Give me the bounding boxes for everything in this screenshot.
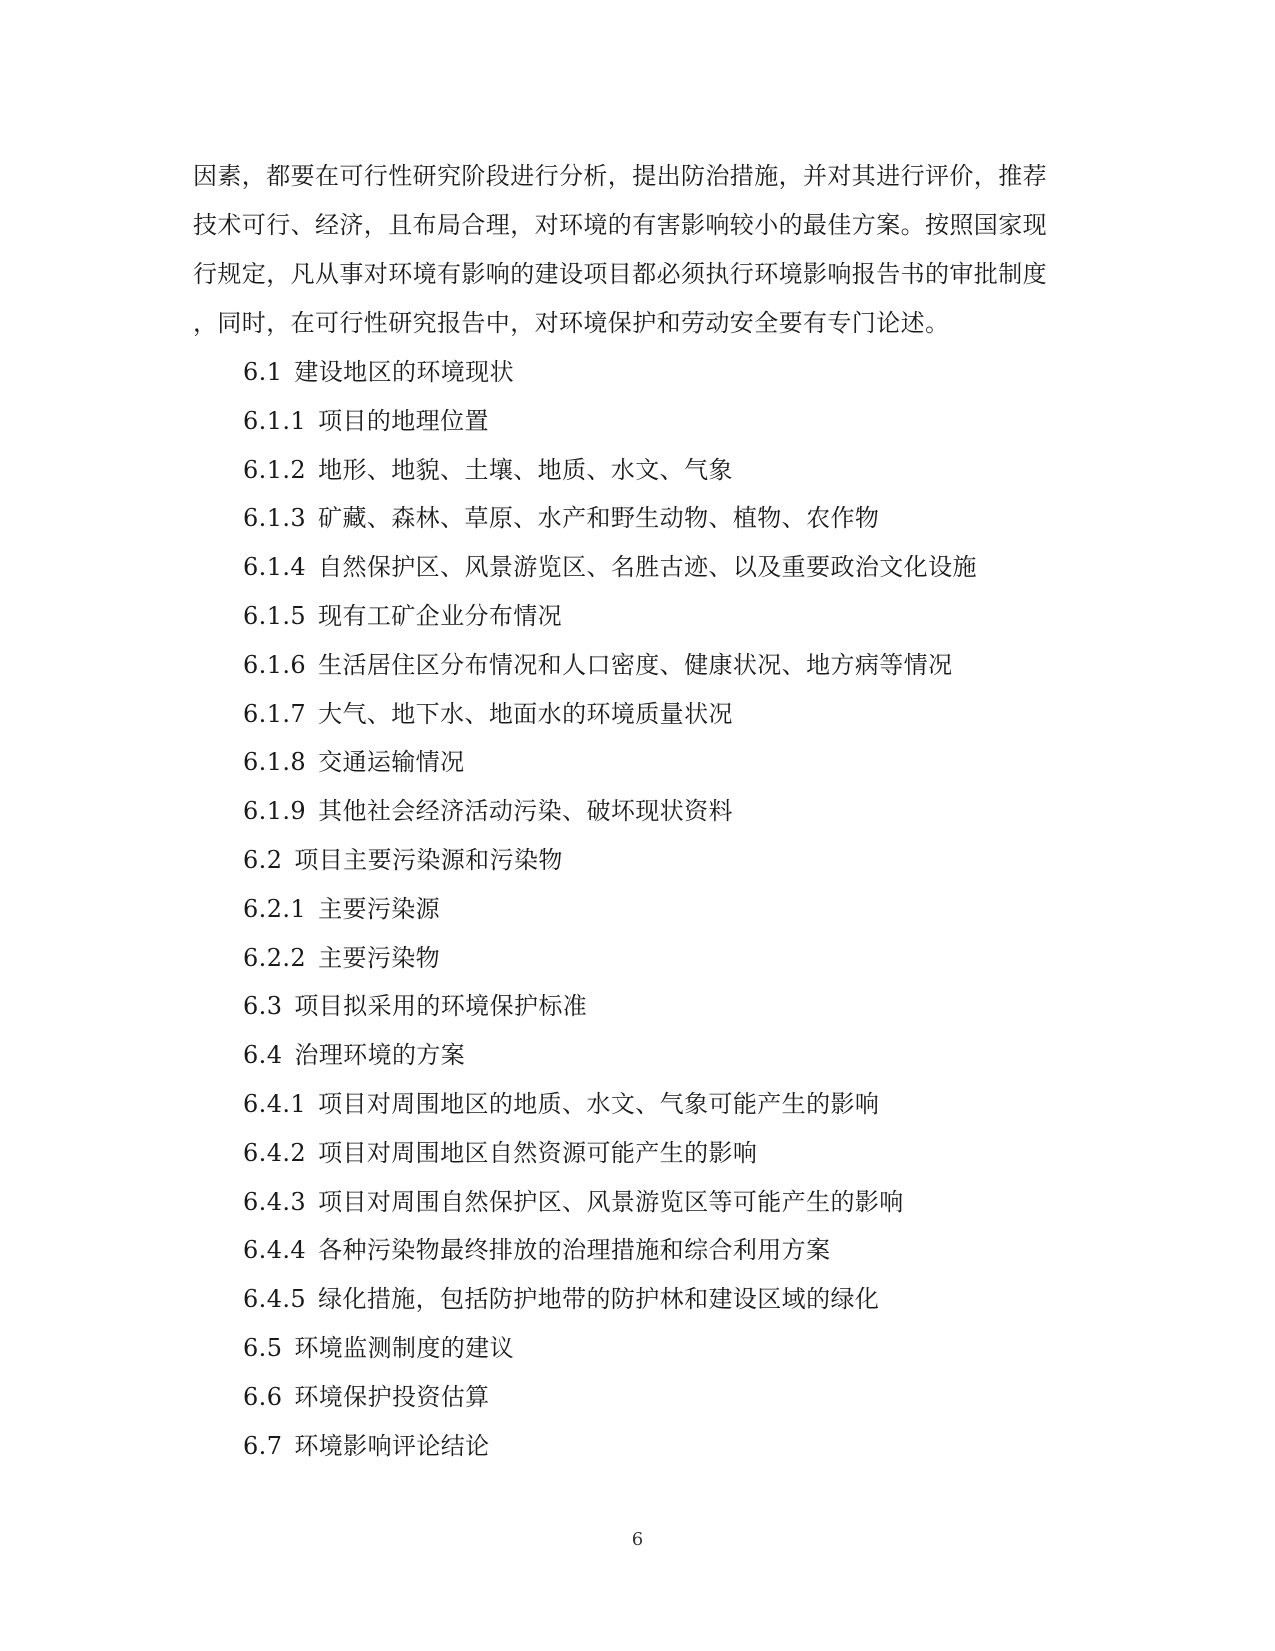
outline-item — [243, 1373, 1073, 1422]
section-number: 6.4.5 — [243, 1285, 307, 1314]
section-number: 6.1.5 — [243, 601, 307, 630]
section-number: 6.2.1 — [243, 894, 307, 923]
section-number: 6.4.4 — [243, 1236, 307, 1265]
section-number: 6.3 — [243, 992, 283, 1021]
section-title: 交通运输情况 — [318, 748, 465, 777]
section-title: 项目对周围地区的地质、水文、气象可能产生的影响 — [318, 1089, 880, 1118]
section-title: 大气、地下水、地面水的环境质量状况 — [318, 699, 733, 728]
outline-item — [243, 1275, 1073, 1324]
section-number: 6.1.4 — [243, 553, 307, 582]
section-number: 6.1.9 — [243, 797, 307, 826]
outline-item — [243, 1031, 1073, 1080]
intro-paragraph — [193, 152, 1073, 348]
outline-item — [243, 934, 1073, 983]
outline-item — [243, 592, 1073, 641]
section-number: 6.2.2 — [243, 943, 307, 972]
section-title: 项目拟采用的环境保护标准 — [294, 992, 588, 1021]
outline-item — [243, 1178, 1073, 1227]
section-number: 6.5 — [243, 1333, 283, 1362]
outline-item — [243, 543, 1073, 592]
section-number: 6.4.1 — [243, 1089, 307, 1118]
outline-item — [243, 982, 1073, 1031]
section-number: 6.7 — [243, 1431, 283, 1460]
section-title: 项目对周围自然保护区、风景游览区等可能产生的影响 — [318, 1187, 904, 1216]
section-number: 6.4.2 — [243, 1138, 307, 1167]
outline-item — [243, 1129, 1073, 1178]
section-title: 各种污染物最终排放的治理措施和综合利用方案 — [318, 1236, 831, 1265]
section-title: 环境保护投资估算 — [294, 1382, 490, 1411]
paragraph-line: 因素，都要在可行性研究阶段进行分析，提出防治措施，并对其进行评价，推荐 — [193, 162, 1047, 190]
section-number: 6.1.8 — [243, 748, 307, 777]
outline-item — [243, 348, 1073, 397]
outline-item — [243, 446, 1073, 495]
section-title: 环境监测制度的建议 — [294, 1333, 514, 1362]
section-number: 6.1.7 — [243, 699, 307, 728]
outline-item — [243, 1324, 1073, 1373]
outline-item — [243, 690, 1073, 739]
outline-item — [243, 1422, 1073, 1471]
outline-item — [243, 738, 1073, 787]
section-title: 绿化措施，包括防护地带的防护林和建设区域的绿化 — [318, 1285, 880, 1314]
paragraph-line: 技术可行、经济，且布局合理，对环境的有害影响较小的最佳方案。按照国家现 — [193, 211, 1047, 239]
outline-item — [243, 397, 1073, 446]
outline-item — [243, 1226, 1073, 1275]
section-title: 生活居住区分布情况和人口密度、健康状况、地方病等情况 — [318, 650, 953, 679]
section-number: 6.1.3 — [243, 504, 307, 533]
page-number: 6 — [631, 1529, 644, 1550]
outline-item — [243, 494, 1073, 543]
outline-item — [243, 641, 1073, 690]
section-number: 6.1.1 — [243, 406, 307, 435]
section-title: 项目主要污染源和污染物 — [294, 845, 563, 874]
section-title: 地形、地貌、土壤、地质、水文、气象 — [318, 455, 733, 484]
section-outline — [243, 348, 1073, 1470]
section-title: 项目的地理位置 — [318, 406, 489, 435]
outline-item — [243, 885, 1073, 934]
outline-item — [243, 836, 1073, 885]
section-title: 主要污染物 — [318, 943, 441, 972]
section-number: 6.1 — [243, 358, 283, 386]
section-number: 6.4 — [243, 1041, 283, 1070]
outline-item — [243, 1080, 1073, 1129]
section-title: 矿藏、森林、草原、水产和野生动物、植物、农作物 — [318, 504, 880, 533]
section-title: 项目对周围地区自然资源可能产生的影响 — [318, 1138, 758, 1167]
section-title: 主要污染源 — [318, 894, 441, 923]
section-number: 6.4.3 — [243, 1187, 307, 1216]
section-title: 现有工矿企业分布情况 — [318, 601, 563, 630]
section-title: 其他社会经济活动污染、破坏现状资料 — [318, 797, 733, 826]
section-number: 6.1.2 — [243, 455, 307, 484]
section-title: 自然保护区、风景游览区、名胜古迹、以及重要政治文化设施 — [318, 553, 977, 582]
section-title: 治理环境的方案 — [294, 1041, 466, 1070]
section-title: 环境影响评论结论 — [294, 1431, 490, 1460]
paragraph-line: 行规定，凡从事对环境有影响的建设项目都必须执行环境影响报告书的审批制度 — [193, 260, 1047, 288]
section-number: 6.2 — [243, 845, 283, 874]
section-title: 建设地区的环境现状 — [294, 358, 514, 386]
paragraph-line: ，同时，在可行性研究报告中，对环境保护和劳动安全要有专门论述。 — [193, 309, 950, 337]
section-number: 6.6 — [243, 1382, 283, 1411]
section-number: 6.1.6 — [243, 650, 307, 679]
outline-item — [243, 787, 1073, 836]
